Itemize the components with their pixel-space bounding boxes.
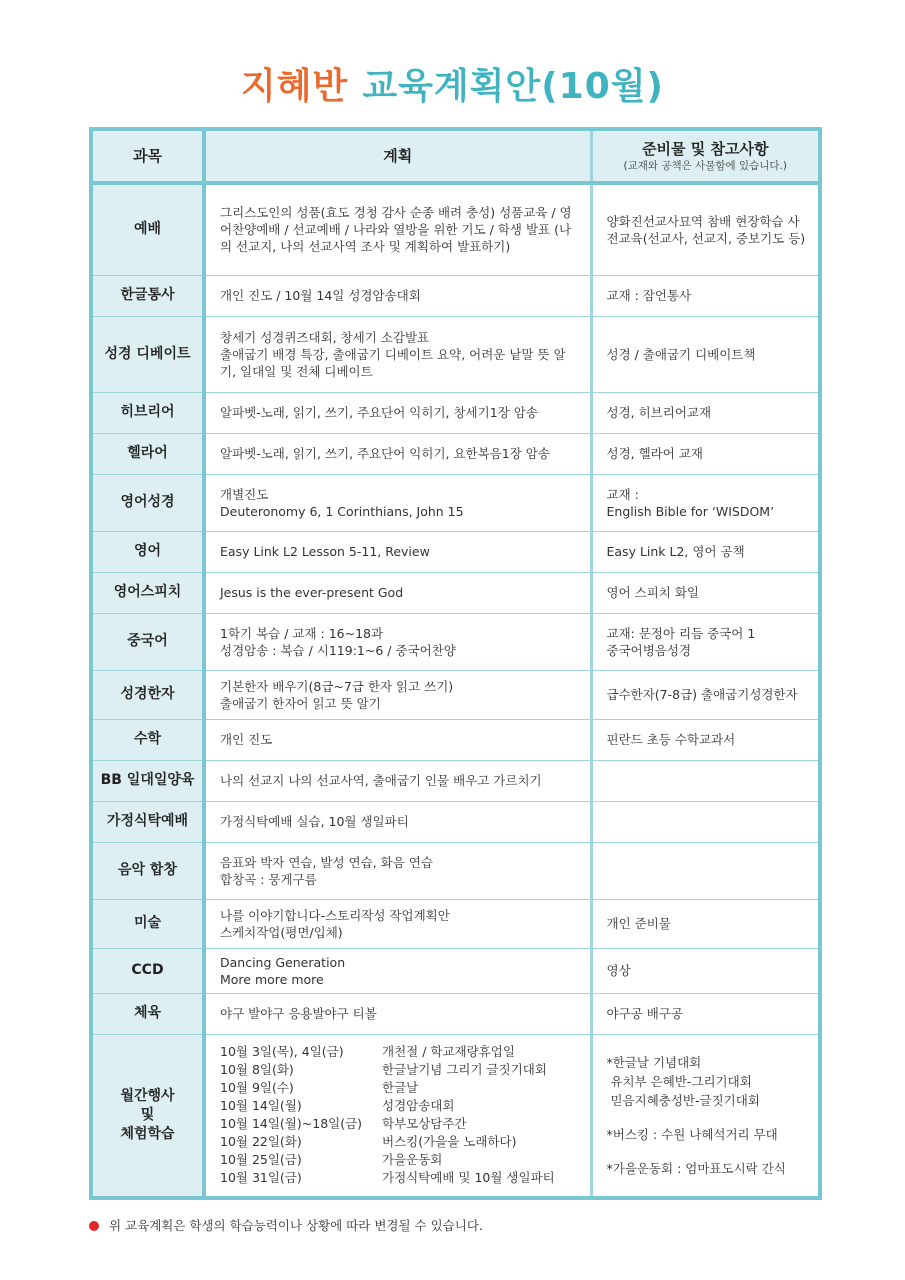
subject-cell: 헬라어 bbox=[91, 433, 204, 474]
ref-cell bbox=[591, 613, 820, 670]
header-ref-title: 준비물 및 참고사항 bbox=[642, 140, 769, 158]
table-row bbox=[91, 760, 820, 801]
ref-text: 중국어병음성경 bbox=[606, 642, 692, 658]
ref-text: 영어 스피치 화일 bbox=[606, 585, 699, 600]
table-row bbox=[91, 316, 820, 392]
subject-cell: 음악 합창 bbox=[91, 842, 204, 899]
table-row bbox=[91, 572, 820, 613]
subject-cell: BB 일대일양육 bbox=[91, 760, 204, 801]
plan-text: 나를 이야기합니다-스토리작성 작업계획안 bbox=[220, 907, 450, 923]
ref-text: 급수한자(7-8급) 출애굽기성경한자 bbox=[606, 687, 798, 702]
header-plan: 계획 bbox=[204, 129, 591, 183]
event-desc: 학부모상담주간 bbox=[382, 1116, 467, 1132]
table-header-row bbox=[91, 129, 820, 183]
table-row bbox=[91, 531, 820, 572]
plan-cell bbox=[204, 531, 591, 572]
subject-cell: 성경한자 bbox=[91, 670, 204, 719]
subject-cell: 미술 bbox=[91, 899, 204, 948]
subject-cell: 영어성경 bbox=[91, 474, 204, 531]
header-ref-subtitle: (교재와 공책은 사물함에 있습니다.) bbox=[623, 160, 788, 172]
table-row bbox=[91, 613, 820, 670]
ref-text: 야구공 배구공 bbox=[606, 1006, 683, 1021]
ref-cell bbox=[591, 842, 820, 899]
event-desc: 버스킹(가을을 노래하다) bbox=[382, 1134, 517, 1150]
events-ref-text: 믿음지혜충성반-글짓기대회 bbox=[606, 1092, 760, 1108]
plan-text: Jesus is the ever-present God bbox=[220, 585, 404, 600]
event-date: 10월 8일(화) bbox=[220, 1062, 294, 1078]
event-desc: 가을운동회 bbox=[382, 1152, 443, 1168]
plan-cell bbox=[204, 275, 591, 316]
ref-text: 교재: 문정아 리듬 중국어 1 bbox=[606, 625, 756, 641]
plan-text: 알파벳-노래, 읽기, 쓰기, 주요단어 익히기, 요한복음1장 암송 bbox=[220, 446, 550, 461]
subject-cell: 가정식탁예배 bbox=[91, 801, 204, 842]
events-ref-text: 유치부 은혜반-그리기대회 bbox=[606, 1073, 752, 1089]
header-subject: 과목 bbox=[91, 129, 204, 183]
ref-cell bbox=[591, 993, 820, 1034]
plan-text: 합창곡 : 뭉게구름 bbox=[220, 871, 317, 887]
events-list bbox=[220, 1043, 578, 1187]
plan-text: 알파벳-노래, 읽기, 쓰기, 주요단어 익히기, 창세기1장 암송 bbox=[220, 405, 538, 420]
plan-text: 출애굽기 배경 특강, 출애굽기 디베이트 요약, 어려운 낱말 뜻 알기, 일대일 및 전체 디베이트 bbox=[220, 346, 566, 379]
ref-cell bbox=[591, 760, 820, 801]
table-row bbox=[91, 392, 820, 433]
subject-cell: 체육 bbox=[91, 993, 204, 1034]
subject-line: 및 bbox=[140, 1106, 155, 1123]
header-ref bbox=[591, 129, 820, 183]
event-desc: 성경암송대회 bbox=[382, 1098, 455, 1114]
plan-cell bbox=[204, 316, 591, 392]
ref-text: 교재 : 잠언통사 bbox=[606, 288, 692, 303]
table-row bbox=[91, 433, 820, 474]
education-plan-table bbox=[89, 127, 822, 1200]
subject-cell: 중국어 bbox=[91, 613, 204, 670]
plan-cell bbox=[204, 801, 591, 842]
ref-cell bbox=[591, 670, 820, 719]
plan-text: 스케치작업(평면/입체) bbox=[220, 924, 343, 940]
page-title bbox=[0, 58, 905, 109]
ref-cell bbox=[591, 531, 820, 572]
plan-text: 성경암송 : 복습 / 시119:1~6 / 중국어찬양 bbox=[220, 642, 456, 658]
bullet-dot-icon bbox=[89, 1221, 99, 1231]
plan-cell bbox=[204, 719, 591, 760]
plan-text: 기본한자 배우기(8급~7급 한자 읽고 쓰기) bbox=[220, 678, 454, 694]
plan-cell bbox=[204, 948, 591, 993]
table-row bbox=[91, 474, 820, 531]
subject-cell bbox=[91, 1034, 204, 1198]
subject-cell: 영어스피치 bbox=[91, 572, 204, 613]
table-row bbox=[91, 275, 820, 316]
plan-cell bbox=[204, 993, 591, 1034]
table-row bbox=[91, 948, 820, 993]
plan-cell bbox=[204, 613, 591, 670]
plan-cell bbox=[204, 842, 591, 899]
ref-text: 개인 준비물 bbox=[606, 916, 671, 931]
plan-text: 개별진도 bbox=[220, 486, 269, 502]
ref-cell bbox=[591, 183, 820, 275]
event-date: 10월 25일(금) bbox=[220, 1152, 302, 1168]
plan-text: 개인 진도 bbox=[220, 732, 273, 747]
events-ref-cell bbox=[591, 1034, 820, 1198]
ref-cell bbox=[591, 316, 820, 392]
event-date: 10월 14일(월) bbox=[220, 1098, 302, 1114]
event-desc: 한글날 bbox=[382, 1080, 419, 1096]
plan-cell bbox=[204, 183, 591, 275]
footnote bbox=[89, 1216, 483, 1234]
subject-line: 체험학습 bbox=[120, 1125, 175, 1142]
plan-text: 출애굽기 한자어 읽고 뜻 알기 bbox=[220, 695, 381, 711]
ref-cell bbox=[591, 275, 820, 316]
ref-text: 교재 : bbox=[606, 486, 639, 502]
ref-text: 양화진선교사묘역 참배 현장학습 사전교육(선교사, 선교지, 중보기도 등) bbox=[606, 213, 806, 246]
table-row bbox=[91, 670, 820, 719]
subject-cell: CCD bbox=[91, 948, 204, 993]
ref-cell bbox=[591, 474, 820, 531]
ref-text: English Bible for ‘WISDOM’ bbox=[606, 503, 775, 519]
table-row bbox=[91, 842, 820, 899]
table-row bbox=[91, 183, 820, 275]
subject-cell: 히브리어 bbox=[91, 392, 204, 433]
subject-cell: 예배 bbox=[91, 183, 204, 275]
footnote-text: 위 교육계획은 학생의 학습능력이나 상황에 따라 변경될 수 있습니다. bbox=[109, 1218, 483, 1233]
plan-text: 창세기 성경퀴즈대회, 창세기 소감발표 bbox=[220, 329, 430, 345]
ref-text: 성경, 헬라어 교재 bbox=[606, 446, 703, 461]
ref-cell bbox=[591, 719, 820, 760]
table-row bbox=[91, 719, 820, 760]
plan-cell bbox=[204, 433, 591, 474]
ref-cell bbox=[591, 433, 820, 474]
ref-text: 성경 / 출애굽기 디베이트책 bbox=[606, 346, 756, 362]
ref-text: Easy Link L2, 영어 공책 bbox=[606, 544, 745, 559]
ref-cell bbox=[591, 801, 820, 842]
event-desc: 개천절 / 학교재량휴업일 bbox=[382, 1044, 515, 1060]
subject-cell: 성경 디베이트 bbox=[91, 316, 204, 392]
table-row bbox=[91, 993, 820, 1034]
event-date: 10월 3일(목), 4일(금) bbox=[220, 1044, 344, 1060]
plan-text: 음표와 박자 연습, 발성 연습, 화음 연습 bbox=[220, 854, 433, 870]
ref-text: 성경, 히브리어교재 bbox=[606, 405, 712, 420]
plan-cell bbox=[204, 760, 591, 801]
plan-text: More more more bbox=[220, 971, 324, 987]
events-ref-text bbox=[607, 1144, 809, 1159]
subject-cell: 한글통사 bbox=[91, 275, 204, 316]
plan-cell bbox=[204, 474, 591, 531]
plan-text: Easy Link L2 Lesson 5-11, Review bbox=[220, 544, 430, 559]
plan-text: 개인 진도 / 10월 14일 성경암송대회 bbox=[220, 288, 421, 303]
subject-line: 월간행사 bbox=[120, 1087, 175, 1104]
plan-text: 야구 발야구 응용발야구 티볼 bbox=[220, 1006, 377, 1021]
event-date: 10월 14일(월)~18일(금) bbox=[220, 1116, 363, 1132]
plan-text: 그리스도인의 성품(효도 경청 감사 순종 배려 충성) 성품교육 / 영어찬양예배 / 선교예배 / 나라와 열방을 위한 기도 / 학생 발표 (나의 선교지, 나의 선교사역 조사 및 계획하여 발표하기) bbox=[220, 205, 572, 255]
ref-cell bbox=[591, 899, 820, 948]
events-cell bbox=[204, 1034, 591, 1198]
plan-text: Deuteronomy 6, 1 Corinthians, John 15 bbox=[220, 503, 464, 519]
ref-cell bbox=[591, 948, 820, 993]
title-plan-name: 교육계획안(10월) bbox=[362, 66, 664, 107]
table-row bbox=[91, 801, 820, 842]
ref-text: 핀란드 초등 수학교과서 bbox=[606, 732, 736, 747]
event-date: 10월 9일(수) bbox=[220, 1080, 294, 1096]
event-desc: 가정식탁예배 및 10월 생일파티 bbox=[382, 1170, 555, 1186]
plan-text: Dancing Generation bbox=[220, 954, 346, 970]
title-class-name: 지혜반 bbox=[241, 66, 349, 107]
events-ref-text: *한글날 기념대회 bbox=[606, 1054, 702, 1070]
plan-cell bbox=[204, 899, 591, 948]
plan-text: 1학기 복습 / 교재 : 16~18과 bbox=[220, 625, 384, 641]
subject-cell: 영어 bbox=[91, 531, 204, 572]
ref-cell bbox=[591, 572, 820, 613]
ref-cell bbox=[591, 392, 820, 433]
table-row bbox=[91, 899, 820, 948]
plan-cell bbox=[204, 670, 591, 719]
plan-cell bbox=[204, 572, 591, 613]
events-ref-text: *버스킹 : 수원 나혜석거리 무대 bbox=[606, 1126, 778, 1142]
ref-text: 영상 bbox=[606, 963, 631, 978]
subject-cell: 수학 bbox=[91, 719, 204, 760]
event-desc: 한글날기념 그리기 글짓기대회 bbox=[382, 1062, 547, 1078]
events-ref-text: *가을운동회 : 엄마표도시락 간식 bbox=[606, 1160, 786, 1176]
events-ref-text bbox=[607, 1110, 809, 1125]
plan-cell bbox=[204, 392, 591, 433]
event-date: 10월 31일(금) bbox=[220, 1170, 302, 1186]
table-row-events bbox=[91, 1034, 820, 1198]
event-date: 10월 22일(화) bbox=[220, 1134, 302, 1150]
plan-text: 가정식탁예배 실습, 10월 생일파티 bbox=[220, 814, 409, 829]
plan-text: 나의 선교지 나의 선교사역, 출애굽기 인물 배우고 가르치기 bbox=[220, 773, 542, 788]
